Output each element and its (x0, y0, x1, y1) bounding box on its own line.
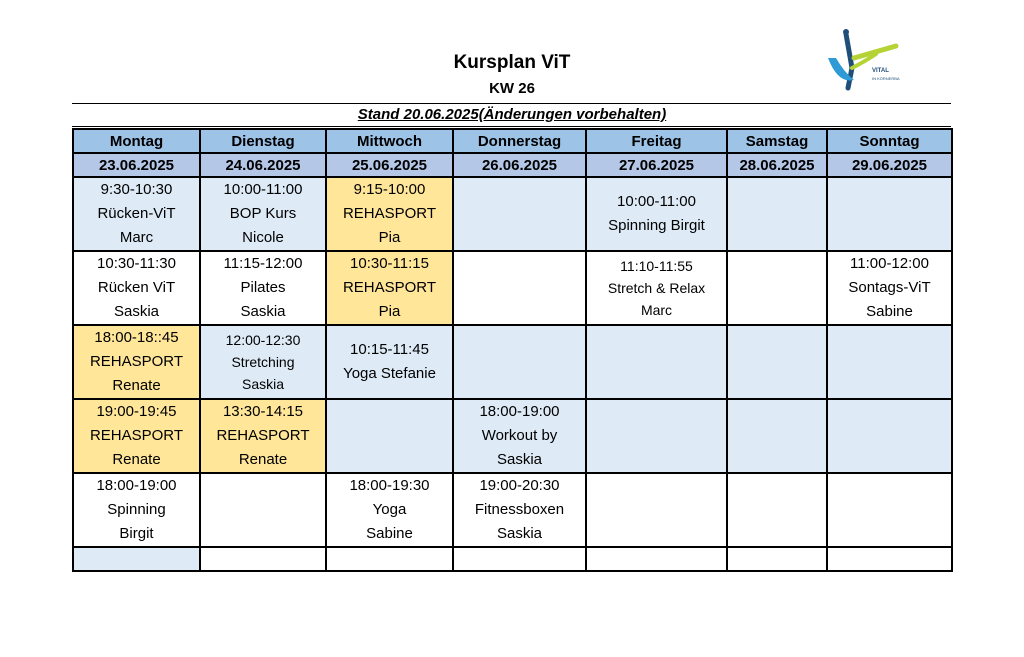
course-line: Birgit (119, 525, 154, 542)
course-line: 18:00-19:00 (96, 477, 177, 494)
course-line: 9:30-10:30 (100, 181, 173, 198)
week-label: KW 26 (489, 80, 535, 97)
course-line: Fitnessboxen (474, 501, 565, 518)
course-line: BOP Kurs (229, 205, 297, 222)
day-header: Samstag (727, 129, 827, 153)
course-line: Saskia (496, 525, 543, 542)
table-row (73, 399, 952, 473)
course-cell (586, 177, 727, 251)
course-cell (727, 399, 827, 473)
course-line: REHASPORT (216, 427, 310, 444)
day-date: 27.06.2025 (586, 153, 727, 177)
course-cell (453, 473, 586, 547)
course-cell (586, 473, 727, 547)
vital-logo-icon (824, 28, 904, 92)
day-header: Dienstag (200, 129, 326, 153)
course-line: 10:30-11:30 (97, 255, 176, 272)
course-line: 9:15-10:00 (353, 181, 426, 198)
course-cell (326, 251, 453, 325)
course-cell (453, 177, 586, 251)
course-line: 10:00-11:00 (617, 193, 696, 210)
course-cell (326, 325, 453, 399)
day-date: 25.06.2025 (326, 153, 453, 177)
course-line: Saskia (496, 451, 543, 468)
day-date: 26.06.2025 (453, 153, 586, 177)
course-line: REHASPORT (89, 427, 184, 444)
empty-row (73, 547, 952, 571)
empty-cell (727, 547, 827, 571)
course-cell (200, 177, 326, 251)
course-line: Spinning (107, 501, 166, 518)
course-line: REHASPORT (342, 205, 437, 222)
course-line: Workout by (481, 427, 558, 444)
course-cell (586, 325, 727, 399)
course-line: Renate (238, 451, 288, 468)
table-row (73, 325, 952, 399)
course-cell (827, 473, 952, 547)
day-header: Montag (73, 129, 200, 153)
course-line: 11:10-11:55 (620, 258, 693, 274)
course-cell (727, 325, 827, 399)
table-row (73, 177, 952, 251)
course-line: Renate (112, 451, 161, 468)
course-line: Pia (378, 229, 401, 246)
day-header-row (73, 129, 952, 153)
course-line: Pia (378, 303, 401, 320)
course-cell (453, 399, 586, 473)
empty-cell (73, 547, 200, 571)
empty-cell (326, 547, 453, 571)
logo-subtext: IN KÖRNERBA (872, 76, 900, 81)
course-cell (73, 473, 200, 547)
course-line: Yoga Stefanie (343, 365, 436, 382)
course-line: 11:00-12:00 (850, 255, 929, 272)
course-line: Renate (112, 377, 161, 394)
empty-cell (586, 547, 727, 571)
course-line: Stretching (231, 354, 295, 370)
day-date: 28.06.2025 (727, 153, 827, 177)
course-cell (827, 177, 952, 251)
day-date: 24.06.2025 (200, 153, 326, 177)
schedule-table (72, 128, 953, 572)
course-line: Spinning Birgit (608, 217, 705, 234)
course-line: 18:00-18::45 (94, 329, 179, 346)
course-line: Sontags-ViT (848, 279, 931, 296)
course-cell (727, 251, 827, 325)
course-line: Saskia (113, 303, 160, 320)
course-cell (326, 177, 453, 251)
course-cell (586, 399, 727, 473)
logo-text: VITAL (872, 68, 889, 74)
course-cell (827, 251, 952, 325)
day-header: Freitag (586, 129, 727, 153)
course-line: Sabine (866, 303, 913, 320)
course-cell (586, 251, 727, 325)
course-line: 19:00-19:45 (96, 403, 177, 420)
page-title: Kursplan ViT (453, 52, 571, 73)
course-line: 13:30-14:15 (222, 403, 304, 420)
course-cell (200, 473, 326, 547)
course-cell (326, 399, 453, 473)
course-line: Marc (640, 302, 673, 318)
course-line: 18:00-19:00 (479, 403, 560, 420)
course-line: REHASPORT (342, 279, 437, 296)
course-line: Nicole (242, 229, 284, 246)
course-line: REHASPORT (89, 353, 184, 370)
course-cell (200, 325, 326, 399)
day-header: Sonntag (827, 129, 952, 153)
course-cell (73, 399, 200, 473)
date-row (73, 153, 952, 177)
course-line: Saskia (240, 303, 286, 320)
course-line: Saskia (241, 376, 285, 392)
course-cell (453, 325, 586, 399)
course-line: Sabine (366, 525, 413, 542)
course-cell (727, 473, 827, 547)
course-cell (73, 177, 200, 251)
table-row (73, 473, 952, 547)
top-divider (72, 103, 951, 104)
course-line: Rücken-ViT (97, 205, 176, 222)
course-line: Marc (119, 229, 154, 246)
day-date: 29.06.2025 (827, 153, 952, 177)
course-line: 10:15-11:45 (350, 341, 429, 358)
course-cell (200, 399, 326, 473)
empty-cell (453, 547, 586, 571)
stand-note: Stand 20.06.2025(Änderungen vorbehalten) (357, 106, 667, 123)
course-cell (453, 251, 586, 325)
course-line: 19:00-20:30 (479, 477, 560, 494)
day-date: 23.06.2025 (73, 153, 200, 177)
course-cell (827, 399, 952, 473)
day-header: Mittwoch (326, 129, 453, 153)
course-cell (727, 177, 827, 251)
table-row (73, 251, 952, 325)
course-line: 18:00-19:30 (349, 477, 430, 494)
course-cell (827, 325, 952, 399)
course-line: 10:30-11:15 (350, 255, 429, 272)
course-cell (200, 251, 326, 325)
table-divider (72, 126, 951, 127)
day-header: Donnerstag (453, 129, 586, 153)
course-line: 12:00-12:30 (225, 332, 301, 348)
empty-cell (827, 547, 952, 571)
course-line: Rücken ViT (97, 279, 176, 296)
course-line: Stretch & Relax (607, 280, 706, 296)
course-line: 10:00-11:00 (223, 181, 303, 198)
course-line: Yoga (372, 501, 407, 518)
course-cell (326, 473, 453, 547)
course-cell (73, 325, 200, 399)
course-line: 11:15-12:00 (223, 255, 303, 272)
empty-cell (200, 547, 326, 571)
course-line: Pilates (240, 279, 286, 296)
course-cell (73, 251, 200, 325)
